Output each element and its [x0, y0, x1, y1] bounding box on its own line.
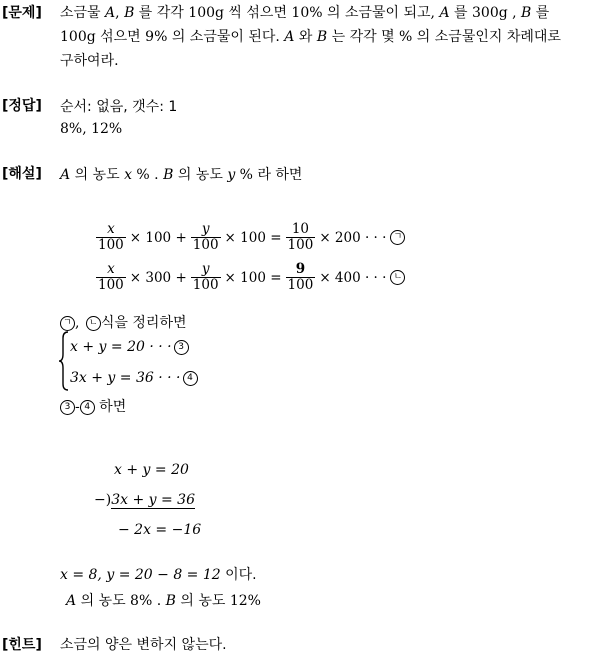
denominator: 100	[192, 237, 219, 253]
dash-text: -	[75, 399, 80, 415]
var-b: B	[316, 29, 328, 45]
problem-text: 100g 섞으면 9% 의 소금물이 된다.	[60, 29, 285, 45]
circled-mark-2: ㄴ	[86, 316, 101, 331]
calc-eq-text: 3x + y = 36	[111, 492, 195, 508]
result-text: 의 농도 12%	[175, 593, 261, 609]
result-text: 의 농도 8% .	[76, 593, 166, 609]
problem-text: 를 각각 100g 씩 섞으면 10% 의 소금물이 되고,	[134, 5, 440, 21]
circled-mark-4: 4	[183, 371, 198, 386]
problem-text: 는 각각 몇 % 의 소금물인지 차례대로	[327, 29, 561, 45]
circled-mark-4: 4	[80, 400, 95, 415]
system-eq-text: x + y = 20 · · ·	[70, 339, 172, 355]
eq-term: × 100 =	[224, 269, 282, 286]
numerator: x	[107, 221, 115, 237]
problem-line-1	[60, 2, 549, 22]
answer-line-1: 순서: 없음, 갯수: 1	[60, 99, 178, 115]
intro-text: % 라 하면	[235, 167, 303, 183]
var-b: B	[165, 593, 176, 609]
fraction	[286, 262, 316, 293]
denominator: 100	[98, 237, 124, 253]
system-eq-2	[70, 370, 198, 386]
eq-term: × 200 · · ·	[319, 229, 387, 246]
var-a: A	[66, 593, 77, 609]
numerator: y	[201, 261, 210, 277]
calc-line-2	[94, 492, 195, 508]
var-a: A	[60, 167, 71, 183]
var-x: x	[124, 167, 132, 183]
circled-mark-3: 3	[174, 340, 189, 355]
numerator: y	[201, 221, 210, 237]
fraction	[286, 222, 316, 253]
circled-mark-2: ㄴ	[390, 270, 405, 285]
equation-1	[94, 222, 405, 253]
equation-2	[94, 262, 405, 293]
result-line-1	[60, 564, 257, 584]
numerator: 9	[295, 261, 306, 277]
numerator: 10	[291, 221, 310, 237]
circled-mark-1: ㄱ	[390, 230, 405, 245]
var-a: A	[284, 29, 295, 45]
answer-label: [정답]	[2, 98, 42, 114]
var-a: A	[105, 5, 116, 21]
var-y: y	[227, 167, 236, 183]
organize-line: ㄱ , ㄴ 식을 정리하면	[60, 312, 187, 332]
hint-label: [힌트]	[2, 637, 42, 653]
var-b: B	[163, 167, 174, 183]
fraction	[96, 262, 126, 293]
problem-label: [문제]	[2, 5, 42, 21]
calc-line-1: x + y = 20	[114, 462, 189, 478]
var-b: B	[124, 5, 135, 21]
intro-text: 의 농도	[173, 167, 228, 183]
organize-text: 식을 정리하면	[100, 315, 187, 331]
fraction	[191, 262, 221, 293]
circled-mark-3: 3	[60, 400, 75, 415]
problem-line-3: 구하여라.	[60, 53, 119, 69]
problem-text: 와	[294, 29, 317, 45]
eq-term: × 400 · · ·	[319, 269, 387, 286]
explanation-intro	[60, 164, 302, 184]
problem-text: 를 300g ,	[449, 5, 522, 21]
var-b: B	[521, 5, 532, 21]
eq-term: × 100 =	[224, 229, 282, 246]
denominator: 100	[287, 277, 314, 293]
problem-text: 를	[531, 5, 550, 21]
system-eq-1	[70, 339, 189, 355]
explanation-label: [해설]	[2, 166, 42, 182]
circled-mark-1: ㄱ	[60, 316, 75, 331]
system-eq-text: 3x + y = 36 · · ·	[70, 370, 181, 386]
denominator: 100	[192, 277, 219, 293]
result-line-2	[66, 590, 261, 610]
result-text: 이다.	[220, 567, 257, 583]
var-a: A	[439, 5, 450, 21]
denominator: 100	[287, 237, 314, 253]
subtract-line	[60, 396, 126, 416]
problem-text: ,	[115, 5, 125, 21]
fraction	[96, 222, 126, 253]
intro-text: % .	[131, 167, 164, 183]
subtract-text: 하면	[94, 399, 127, 415]
eq-term: × 300 +	[129, 269, 187, 286]
calc-line-3: − 2x = −16	[118, 522, 202, 538]
fraction	[191, 222, 221, 253]
denominator: 100	[98, 277, 124, 293]
hint-text: 소금의 양은 변하지 않는다.	[60, 637, 227, 653]
left-brace-icon	[58, 330, 70, 392]
answer-line-2: 8%, 12%	[60, 121, 123, 137]
minus-prefix: −)	[94, 492, 112, 508]
eq-term: × 100 +	[129, 229, 187, 246]
intro-text: 의 농도	[70, 167, 125, 183]
problem-text: 소금물	[60, 5, 106, 21]
numerator: x	[107, 261, 115, 277]
problem-line-2	[60, 26, 561, 46]
result-eq: x = 8, y = 20 − 8 = 12	[60, 567, 221, 583]
